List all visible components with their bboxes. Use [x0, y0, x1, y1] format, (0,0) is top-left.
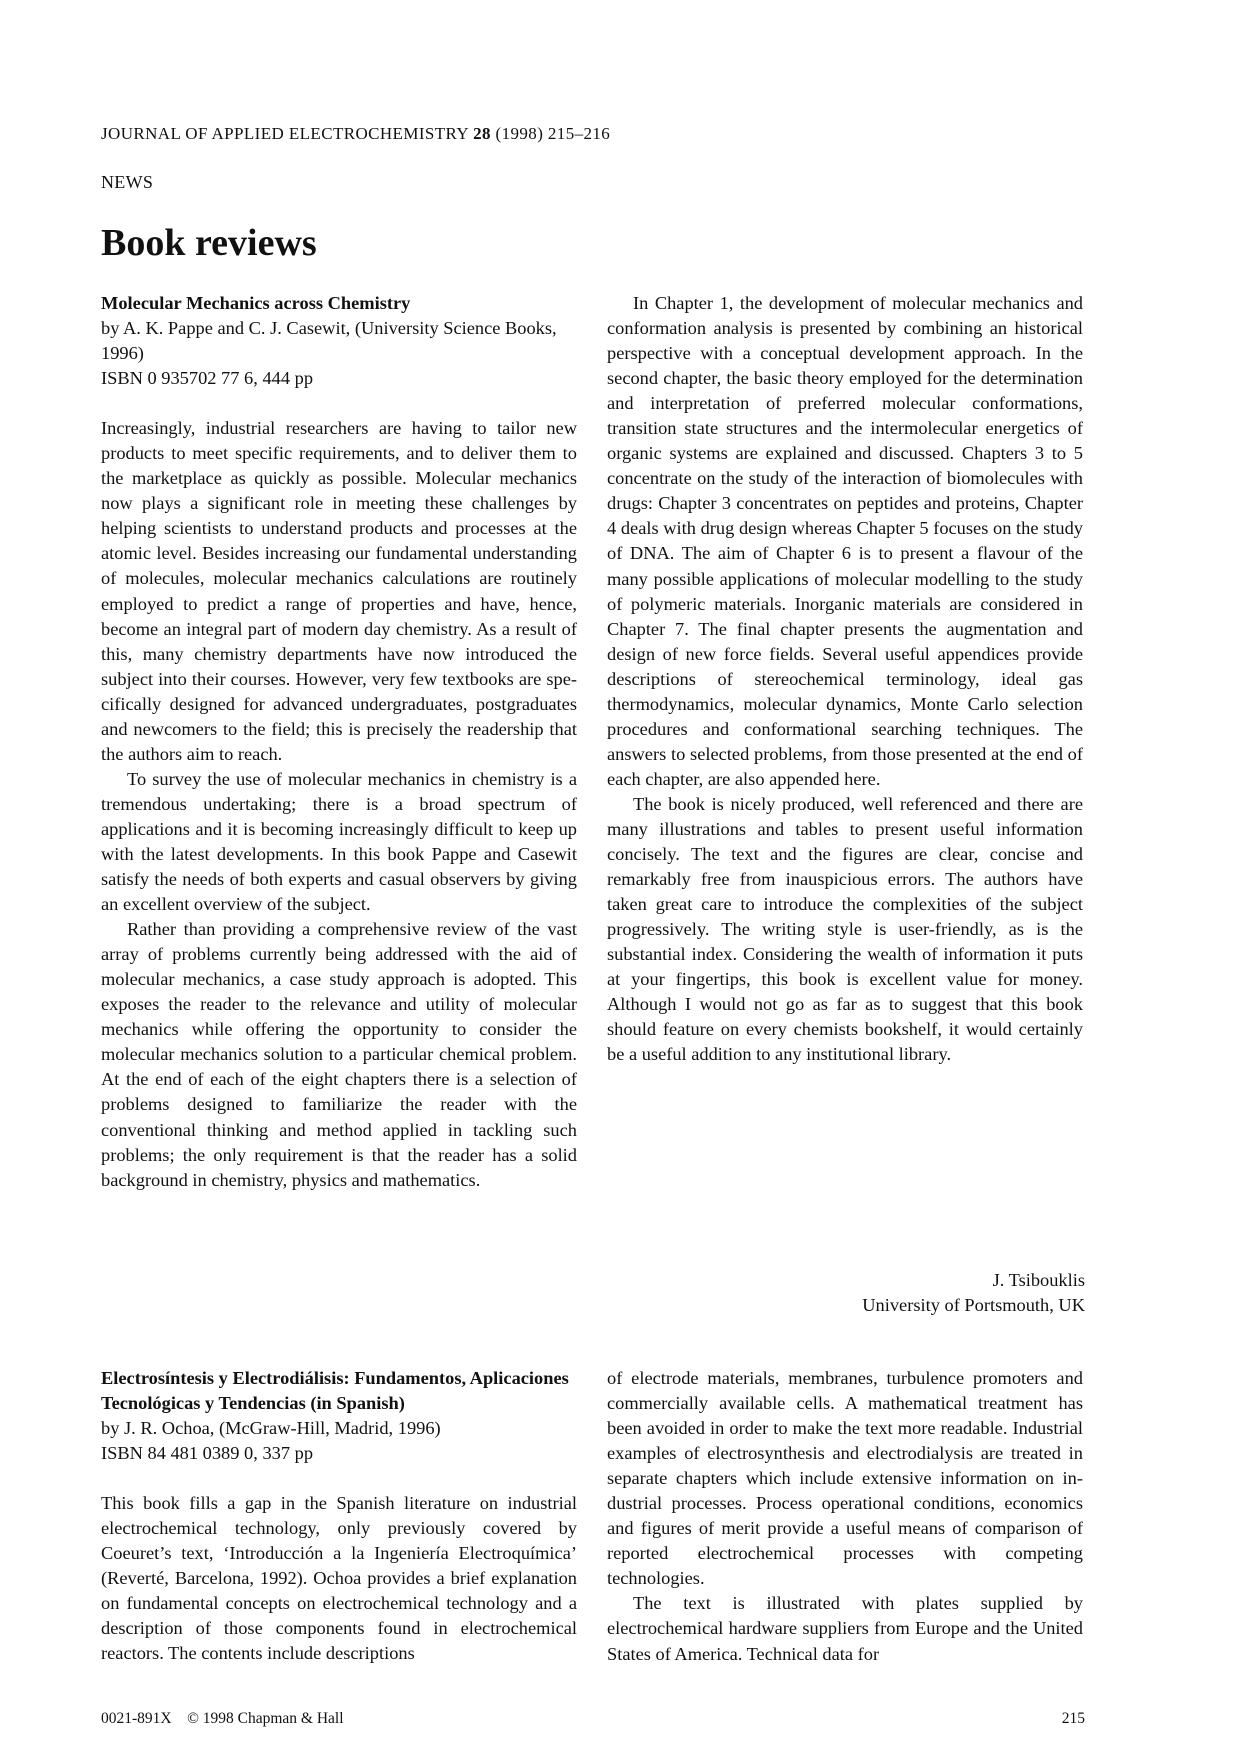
review2-isbn: ISBN 84 481 0389 0, 337 pp — [101, 1443, 314, 1464]
review2-paragraph: of electrode materials, membranes, turbulence promoters and commercially available cells. A mathematical treatment has been avoided in order to make the text more readable. Industrial examples of electrosynthesis and electrodialysis are treated in separate chapters which include extensive information on industrial processes. Process operational conditions, economics and figures of merit provide a useful means of comparison of reported electrochemical processes with competing technologies. — [607, 1368, 1083, 1589]
journal-header — [101, 124, 610, 144]
review2-paragraph: This book fills a gap in the Spanish literature on industrial electrochemical technology, only previously covered by Coeuret’s text, ‘Introducción a la Ingeniería Electroquímica’ (Reverté, Barcelona, 1992). Ochoa provides a brief explanation on fundamental concepts on electrochemical technology and a description of those components found in electrochemical reactors. The contents include descriptions — [101, 1493, 577, 1664]
review1-paragraph: The book is nicely produced, well referenced and there are many illustrations and tables to present useful information concisely. The text and the figures are clear, concise and remarkably free from inauspicious errors. The authors have taken great care to introduce the complexities of the subject progressively. The writing style is user-friendly, as is the substantial index. Considering the wealth of information it puts at your fingertips, this book is excellent value for money. Although I would not go as far as to suggest that this book should feature on every chemists bookshelf, it would certainly be a useful addition to any institutional library. — [607, 793, 1083, 1065]
review1-byline: by A. K. Pappe and C. J. Casewit, (University Science Books, 1996) — [101, 318, 557, 364]
review1-paragraph: Rather than providing a comprehensive review of the vast array of problems currently being addressed with the aid of molecular mechanics, a case study approach is adopted. This exposes the reader to the relevance and utility of molecular mechanics while offering the opportunity to consider the molecular mechanics solution to a particular chemical problem. At the end of each of the eight chapters there is a selection of problems designed to familiarize the reader with the conventional thinking and method applied in tackling such problems; the only requirement is that the reader has a solid background in chemistry, physics and mathematics. — [101, 919, 577, 1190]
review2-book-title: Electrosíntesis y Electrodiálisis: Fundamentos, Aplicaciones Tecnológicas y Tendencias (in Spanish) — [101, 1368, 569, 1414]
review1-book-title: Molecular Mechanics across Chemistry — [101, 293, 411, 313]
journal-year-pages: (1998) 215–216 — [495, 124, 611, 143]
review1-right-column — [607, 291, 1083, 1067]
review2-paragraph: The text is illustrated with plates supplied by electrochemical hardware suppliers from Europe and the United States of America. Technical data for — [607, 1593, 1083, 1664]
review1-paragraph: In Chapter 1, the development of molecular mechanics and conformation analysis is presented by combining an historical perspective with a conceptual development approach. In the second chapter, the basic theory employed for the determination and interpretation of preferred molecular conformations, transition state structures and the intermolecular energetics of organic systems are explained and discussed. Chapters 3 to 5 concentrate on the study of the interaction of biomolecules with drugs: Chapter 3 concentrates on peptides and proteins, Chapter 4 deals with drug design whereas Chapter 5 focuses on the study of DNA. The aim of Chapter 6 is to present a flavour of the many possible applications of molecular modelling to the study of polymeric materials. Inorganic materials are considered in Chapter 7. The final chapter presents the augmentation and design of new force fields. Several useful appendices provide descriptions of stereochemical terminology, ideal gas thermodynamics, molecular dynamics, Monte Carlo selection procedures and conformational searching techniques. The answers to selected problems, from those presented at the end of each chapter, are also appended here. — [607, 293, 1083, 789]
review1-left-column — [101, 291, 577, 1193]
page-number: 215 — [1061, 1710, 1085, 1727]
footer-code: 0021-891X — [101, 1710, 172, 1727]
review1-paragraph: To survey the use of molecular mechanics in chemistry is a tremendous undertaking; there is a broad spectrum of applications and it is becoming increasingly difficult to keep up with the latest developments. In this book Pappe and Casewit satisfy the needs of both experts and casual observers by giving an excellent overview of the subject. — [101, 768, 577, 915]
reviewer-affiliation: University of Portsmouth, UK — [862, 1295, 1085, 1316]
review2-left-column — [101, 1366, 577, 1667]
page-title: Book reviews — [101, 222, 317, 264]
review1-signature — [862, 1268, 1085, 1318]
journal-name: JOURNAL OF APPLIED ELECTROCHEMISTRY — [101, 124, 469, 143]
spacer — [101, 391, 577, 416]
footer-left — [101, 1710, 344, 1728]
review2-right-column — [607, 1366, 1083, 1667]
spacer — [101, 1466, 577, 1491]
review2-byline: by J. R. Ochoa, (McGraw-Hill, Madrid, 1996) — [101, 1418, 441, 1439]
journal-volume: 28 — [473, 124, 491, 143]
review1-isbn: ISBN 0 935702 77 6, 444 pp — [101, 368, 314, 389]
section-label: NEWS — [101, 172, 154, 192]
review1-paragraph: Increasingly, industrial researchers are having to tailor new products to meet specific requirements, and to deliver them to the marketplace as quickly as possible. Molecular mechanics now plays a significant role in meeting these challenges by helping scientists to understand products and processes at the atomic level. Besides increasing our fundamental understanding of molecules, molecular mechanics calculations are routinely employed to predict a range of properties and have, hence, become an integral part of modern day chemistry. As a result of this, many chemistry departments have now introduced the subject into their courses. However, very few textbooks are specifically designed for advanced undergraduates, postgraduates and newcomers to the field; this is precisely the readership that the authors aim to reach. — [101, 418, 577, 764]
footer-copyright: © 1998 Chapman & Hall — [187, 1710, 344, 1727]
reviewer-name: J. Tsibouklis — [992, 1270, 1085, 1290]
